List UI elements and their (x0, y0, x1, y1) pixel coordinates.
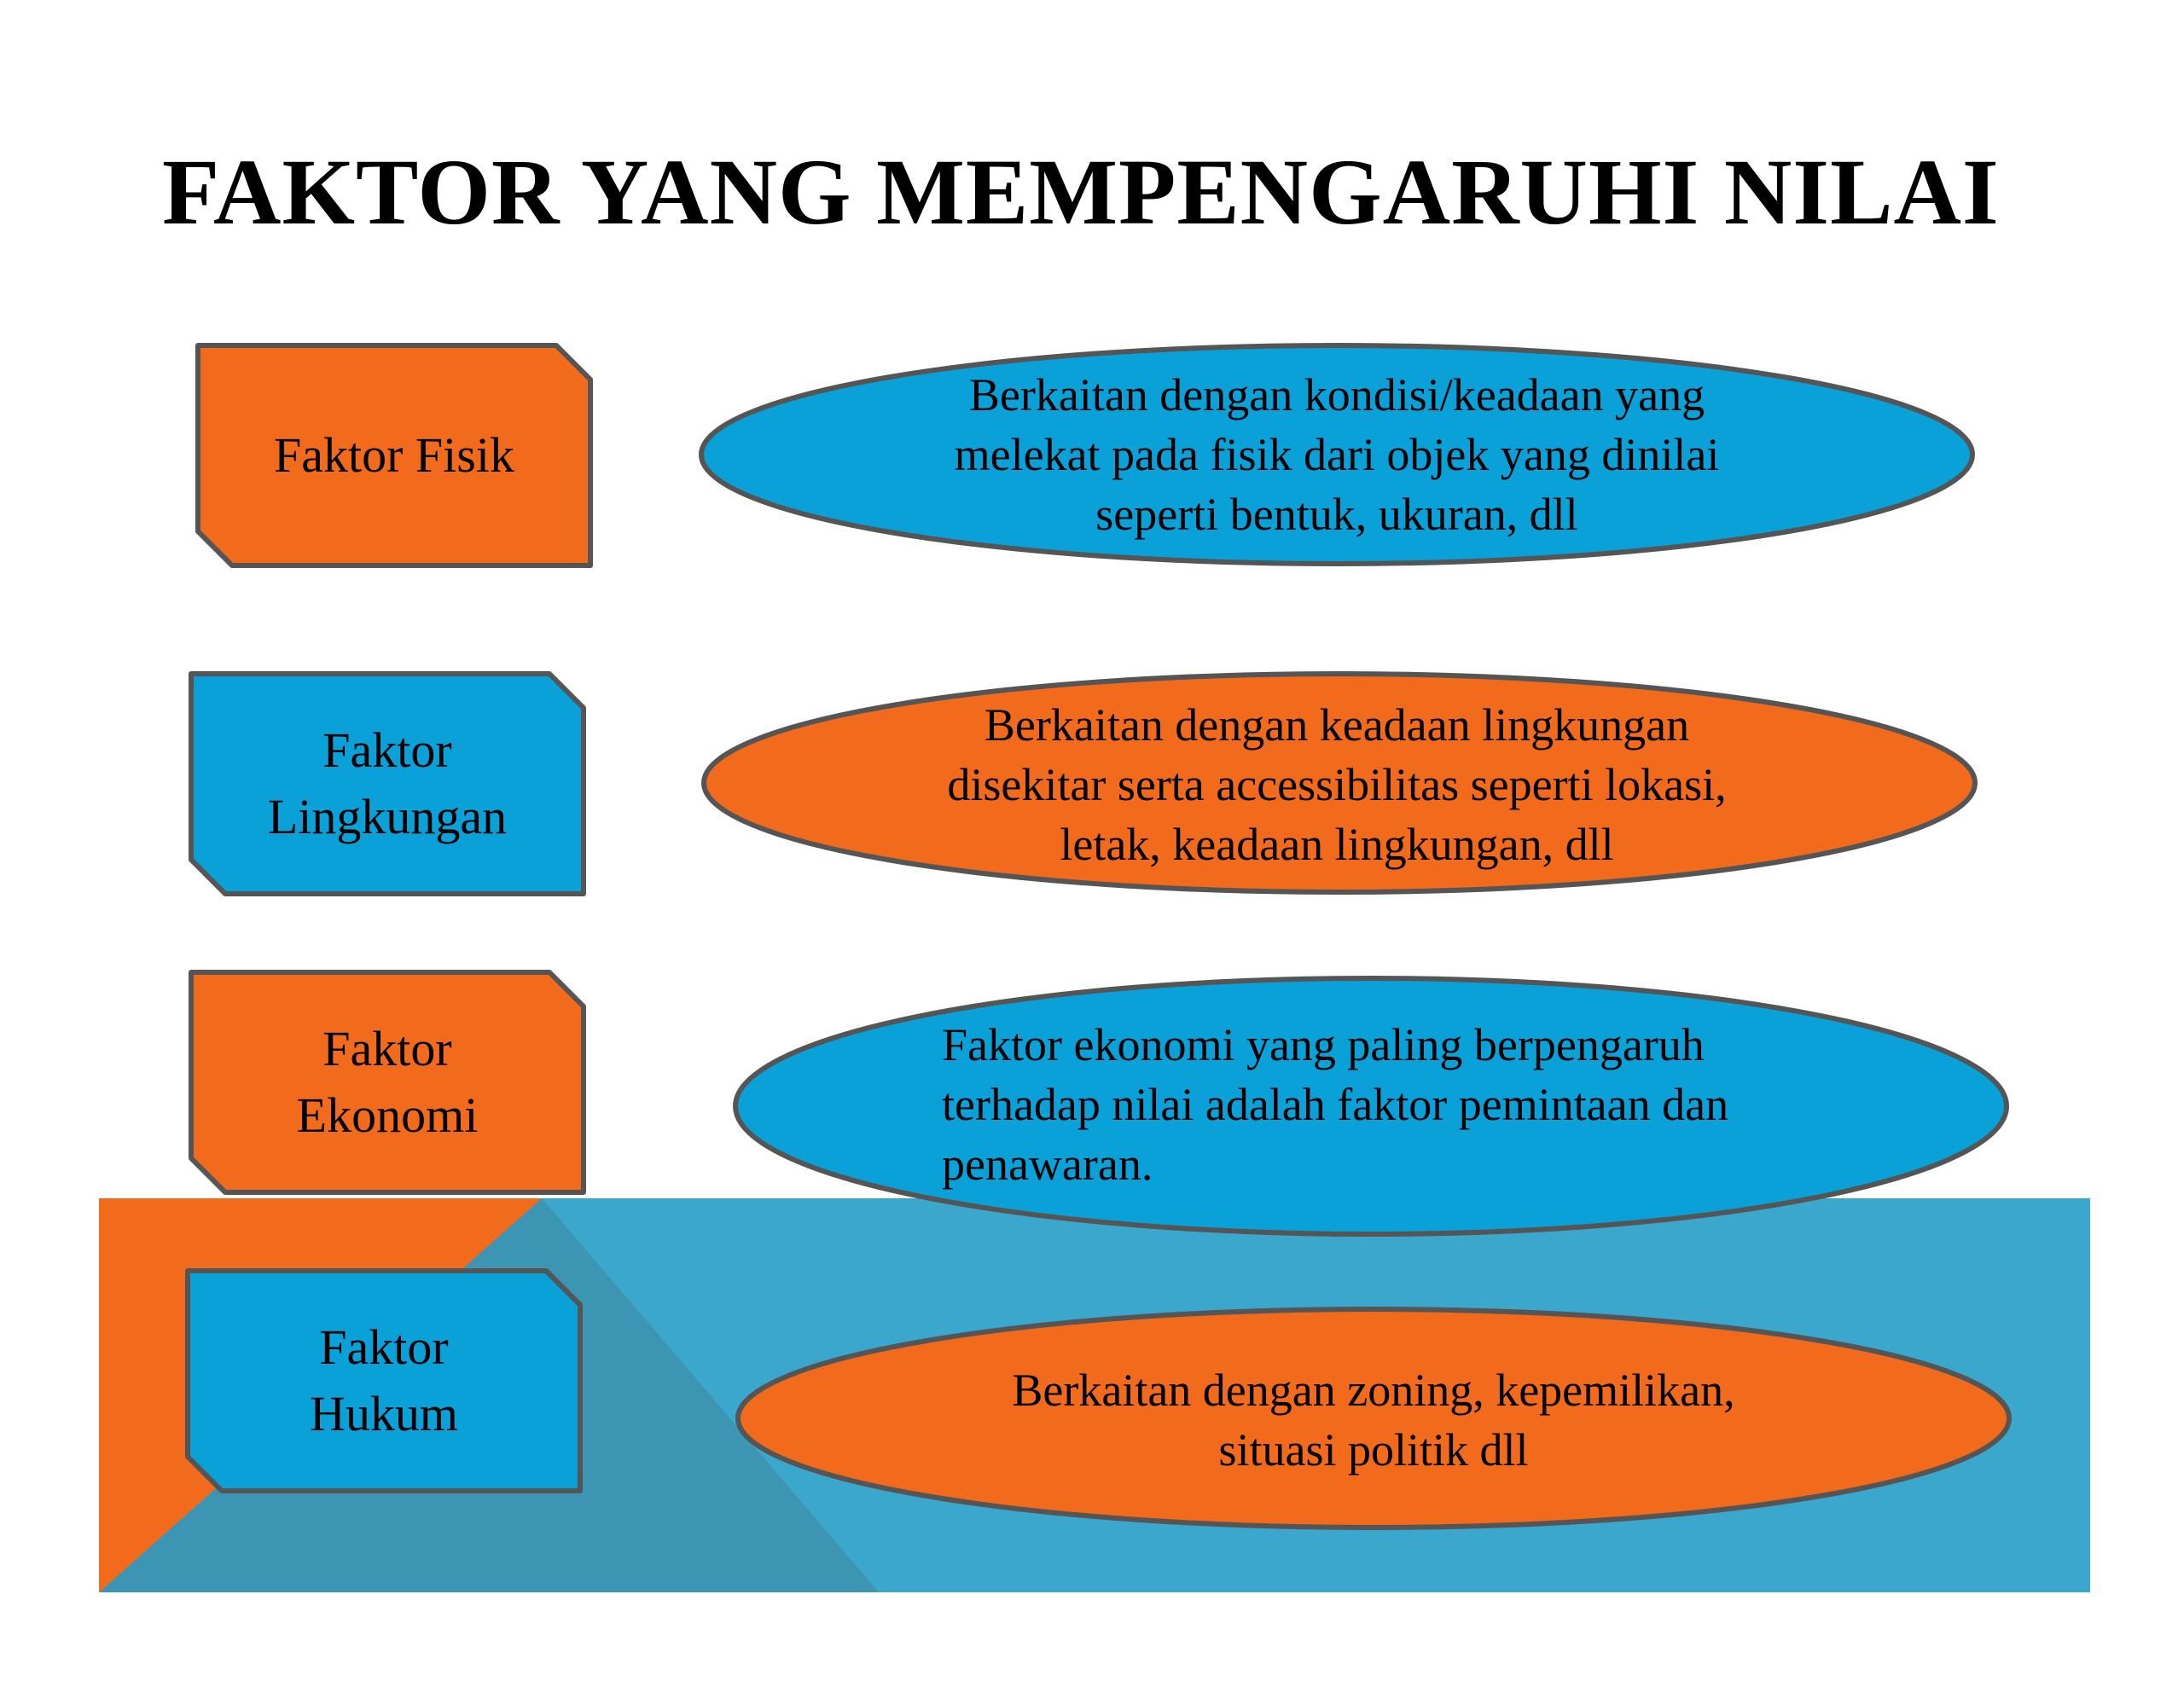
page-title: FAKTOR YANG MEMPENGARUHI NILAI (162, 140, 2000, 244)
factor-desc-fisik: Berkaitan dengan kondisi/keadaan yang melekat pada fisik dari objek yang dinilai seperti bentuk, ukuran, dll (954, 369, 1720, 540)
factor-desc-ekonomi: Faktor ekonomi yang paling berpengaruh terhadap nilai adalah faktor pemintaan dan penawaran. (942, 1019, 1729, 1190)
factor-label-hukum: Faktor Hukum (310, 1319, 458, 1441)
factor-desc-hukum: Berkaitan dengan zoning, kepemilikan, situasi politik dll (1012, 1365, 1735, 1475)
factor-label-fisik: Faktor Fisik (274, 427, 514, 483)
factor-desc-lingkungan: Berkaitan dengan keadaan lingkungan disekitar serta accessibilitas seperti lokasi, letak, keadaan lingkungan, dll (947, 699, 1727, 870)
factor-label-lingkungan: Faktor Lingkungan (267, 722, 508, 844)
factor-label-ekonomi: Faktor Ekonomi (296, 1021, 479, 1143)
